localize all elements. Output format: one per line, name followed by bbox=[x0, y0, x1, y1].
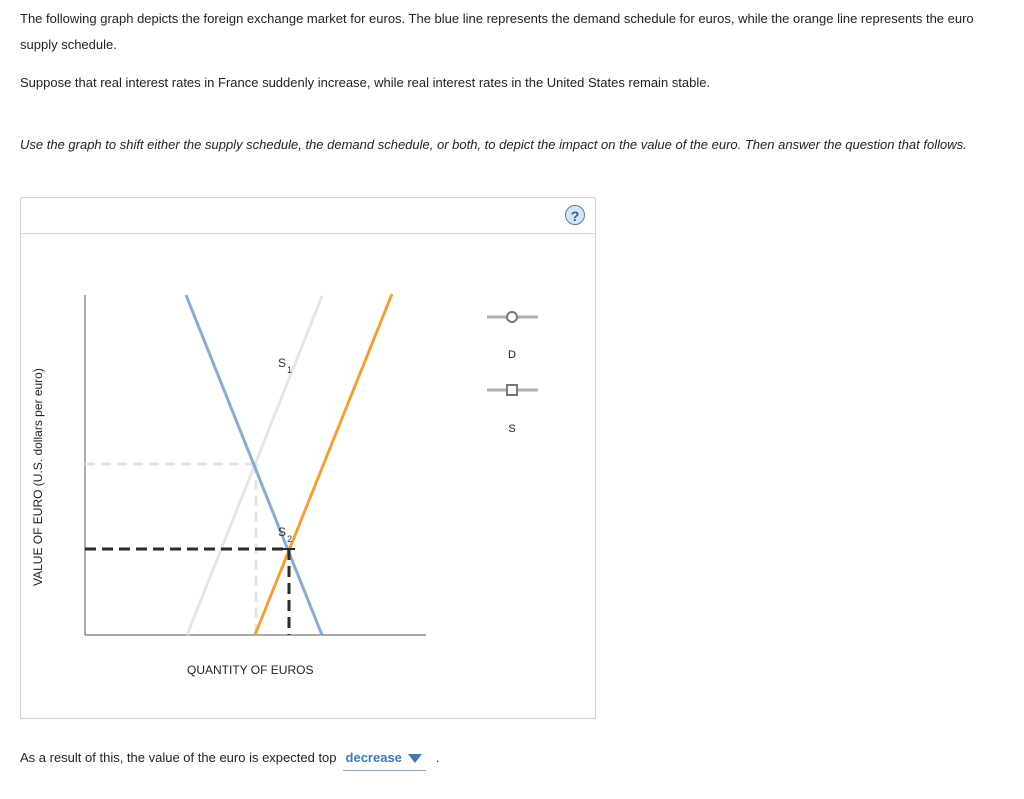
original-supply-label: S bbox=[278, 356, 287, 370]
new-supply-label: S bbox=[278, 525, 287, 539]
dropdown-selected-value: decrease bbox=[345, 750, 402, 765]
legend-demand-label: D bbox=[508, 349, 516, 361]
legend-demand-tool[interactable] bbox=[487, 312, 538, 361]
help-icon[interactable]: ? bbox=[565, 205, 585, 225]
new-supply-curve[interactable] bbox=[255, 294, 392, 635]
chevron-down-icon bbox=[408, 754, 422, 763]
legend-supply-label: S bbox=[508, 423, 516, 435]
question-text: As a result of this, the value of the euro is expected top bbox=[20, 750, 337, 765]
legend-supply-tool[interactable] bbox=[487, 385, 538, 435]
answer-dropdown[interactable] bbox=[343, 746, 426, 771]
question-line bbox=[20, 746, 440, 771]
x-axis-label: QUANTITY OF EUROS bbox=[187, 663, 314, 677]
sentence-end: . bbox=[435, 750, 440, 765]
y-axis-label: VALUE OF EURO (U.S. dollars per euro) bbox=[31, 368, 45, 586]
circle-marker-icon bbox=[507, 312, 517, 322]
original-supply-subscript: 1 bbox=[287, 365, 293, 375]
instruction-paragraph: Use the graph to shift either the supply schedule, the demand schedule, or both, to depict the impact on the value of the euro. Then answer the question that follows. bbox=[20, 137, 967, 152]
scenario-paragraph: Suppose that real interest rates in France suddenly increase, while real interest rates in the United States remain stable. bbox=[20, 75, 711, 90]
new-supply-subscript: 2 bbox=[287, 534, 293, 544]
intro-paragraph: The following graph depicts the foreign exchange market for euros. The blue line represents the demand schedule for euros, while the orange line represents the euro supply schedule. bbox=[20, 11, 974, 52]
square-marker-icon bbox=[507, 385, 517, 395]
